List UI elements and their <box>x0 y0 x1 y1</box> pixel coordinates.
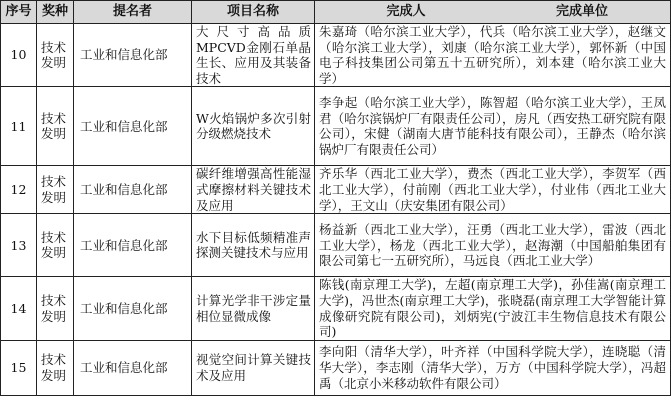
header-row <box>1 1 671 24</box>
cell-award-type: 技术发明 <box>37 214 74 277</box>
header-completers: 完成人 <box>386 4 426 20</box>
cell-nominator: 工业和信息化部 <box>74 24 192 87</box>
cell-completers: 朱嘉琦（哈尔滨工业大学），代兵（哈尔滨工业大学），赵继文（哈尔滨工业大学），刘康（哈尔滨工业大学），郭怀新（中国电子科技集团公司第五十五研究所），刘本建（哈尔滨工业大学） <box>315 24 671 87</box>
table-row <box>1 87 671 166</box>
cell-index: 12 <box>1 166 37 214</box>
header-completers-units <box>315 1 671 24</box>
cell-award-type: 技术发明 <box>37 166 74 214</box>
table-row <box>1 214 671 277</box>
cell-index: 11 <box>1 87 37 166</box>
cell-nominator: 工业和信息化部 <box>74 340 192 395</box>
cell-nominator: 工业和信息化部 <box>74 277 192 340</box>
cell-project-name: 计算光学非干涉定量相位显微成像 <box>192 277 315 340</box>
cell-nominator: 工业和信息化部 <box>74 87 192 166</box>
header-project-name: 项目名称 <box>192 1 315 24</box>
header-completing-units: 完成单位 <box>555 4 608 20</box>
cell-award-type: 技术发明 <box>37 277 74 340</box>
table-row <box>1 340 671 395</box>
cell-index: 10 <box>1 24 37 87</box>
header-award-type: 奖种 <box>37 1 74 24</box>
table-row <box>1 277 671 340</box>
cell-project-name: W火焰锅炉多次引射分级燃烧技术 <box>192 87 315 166</box>
table-row <box>1 166 671 214</box>
cell-completers: 李争起（哈尔滨工业大学），陈智超（哈尔滨工业大学），王凤君（哈尔滨锅炉厂有限责任公司），房凡（西安热工研究院有限公司），宋健（湖南大唐节能科技有限公司），王静杰（哈尔滨锅炉厂有限责任公司） <box>315 87 671 166</box>
cell-index: 13 <box>1 214 37 277</box>
header-nominator: 提名者 <box>74 1 192 24</box>
cell-award-type: 技术发明 <box>37 87 74 166</box>
cell-completers: 陈钱(南京理工大学)，左超(南京理工大学)，孙佳嵩(南京理工大学)，冯世杰(南京理工大学)，张晓磊(南京理工大学智能计算成像研究院有限公司)，刘炳宪(宁波江丰生物信息技术有限公司) <box>315 277 671 340</box>
cell-completers: 齐乐华（西北工业大学），费杰（西北工业大学），李贺军（西北工业大学），付前刚（西北工业大学），付业伟（西北工业大学），王文山（庆安集团有限公司） <box>315 166 671 214</box>
cell-award-type: 技术发明 <box>37 340 74 395</box>
cell-completers: 杨益新（西北工业大学），汪勇（西北工业大学），雷波（西北工业大学），杨龙（西北工业大学），赵海潮（中国船舶集团有限公司第七一五研究所），马远良（西北工业大学） <box>315 214 671 277</box>
cell-index: 14 <box>1 277 37 340</box>
cell-index: 15 <box>1 340 37 395</box>
table-row <box>1 24 671 87</box>
cell-project-name: 碳纤维增强高性能湿式摩擦材料关键技术及应用 <box>192 166 315 214</box>
cell-completers: 李向阳（清华大学），叶齐祥（中国科学院大学），连晓聪（清华大学），李志刚（清华大学），万方（中国科学院大学），冯超禹（北京小米移动软件有限公司） <box>315 340 671 395</box>
cell-project-name: 视觉空间计算关键技术及应用 <box>192 340 315 395</box>
cell-award-type: 技术发明 <box>37 24 74 87</box>
cell-project-name: 大尺寸高品质MPCVD金刚石单晶生长、应用及其装备技术 <box>192 24 315 87</box>
cell-nominator: 工业和信息化部 <box>74 166 192 214</box>
header-index: 序号 <box>1 1 37 24</box>
cell-nominator: 工业和信息化部 <box>74 214 192 277</box>
cell-project-name: 水下目标低频精准声探测关键技术与应用 <box>192 214 315 277</box>
